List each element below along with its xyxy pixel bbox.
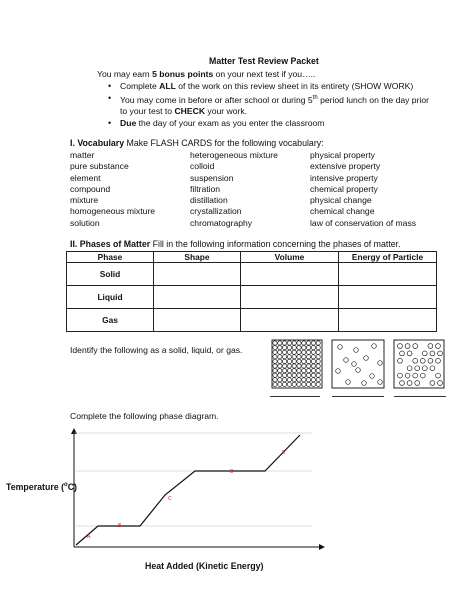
bullet-item [108, 81, 438, 92]
requirements-list [108, 81, 438, 130]
particle [292, 346, 296, 350]
vocab-row [70, 195, 460, 206]
bullet-text: your work. [205, 105, 248, 116]
particle [405, 344, 410, 349]
answer-cell[interactable] [154, 309, 241, 332]
particle [302, 346, 306, 350]
particle [287, 341, 291, 345]
bullet-bold: CHECK [174, 105, 206, 116]
particle [278, 341, 282, 345]
particle [413, 358, 418, 363]
particle [420, 358, 425, 363]
phases-heading [70, 239, 401, 249]
particle [420, 373, 425, 378]
table-header-row [67, 252, 437, 263]
answer-cell[interactable] [339, 263, 437, 286]
particle [316, 378, 320, 382]
particle [292, 378, 296, 382]
particle [278, 382, 282, 386]
particle [302, 382, 306, 386]
bullet-text: You may come in before or after school or during 5 [120, 94, 313, 105]
phase-diagram [60, 425, 330, 555]
vocab-term: extensive property [310, 161, 381, 172]
vocab-row [70, 173, 460, 184]
segment-label-d: D [230, 469, 234, 475]
particle [362, 381, 367, 386]
particle [283, 355, 287, 359]
particle [287, 378, 291, 382]
particle [292, 364, 296, 368]
particle [316, 369, 320, 373]
particle [307, 378, 311, 382]
particle [316, 373, 320, 377]
particle [422, 351, 427, 356]
particle [287, 346, 291, 350]
particle [316, 355, 320, 359]
particle [400, 351, 405, 356]
vocab-term: crystallization [190, 206, 242, 217]
particle [273, 341, 277, 345]
particle [311, 373, 315, 377]
answer-cell[interactable] [241, 286, 339, 309]
x-axis-label: Heat Added (Kinetic Energy) [145, 561, 264, 571]
vocab-term: chromatography [190, 217, 253, 228]
vocab-row [70, 184, 460, 195]
particle [307, 369, 311, 373]
particle [311, 355, 315, 359]
particle [405, 373, 410, 378]
particle [311, 378, 315, 382]
particle [372, 344, 377, 349]
particle [287, 364, 291, 368]
particle [354, 348, 359, 353]
answer-cell[interactable] [154, 263, 241, 286]
particle [364, 356, 369, 361]
particle [283, 364, 287, 368]
vocab-row [70, 206, 460, 217]
particle [302, 378, 306, 382]
vocab-heading-rest: Make FLASH CARDS for the following vocabulary: [124, 138, 324, 148]
heating-curve [76, 435, 300, 545]
particle [370, 374, 375, 379]
particle [307, 359, 311, 363]
particle [273, 359, 277, 363]
particle [297, 350, 301, 354]
particle [278, 359, 282, 363]
vocab-term: matter [70, 150, 95, 160]
vocab-term: chemical change [310, 206, 375, 217]
answer-line[interactable] [394, 396, 446, 397]
particle [436, 358, 441, 363]
particle [311, 350, 315, 354]
table-row [67, 263, 437, 286]
particle [438, 381, 443, 386]
vocab-term: filtration [190, 183, 221, 194]
bullet-text: period lunch on the day prior to your test to [120, 94, 429, 116]
bullet-icon: • [108, 81, 112, 91]
vocab-term: intensive property [310, 172, 378, 183]
particle [273, 373, 277, 377]
vocab-term: mixture [70, 195, 99, 206]
particle [428, 358, 433, 363]
phase-cell: Solid [67, 263, 154, 286]
particle [307, 350, 311, 354]
particle [430, 366, 435, 371]
particle [283, 382, 287, 386]
particle [297, 346, 301, 350]
particle [287, 355, 291, 359]
particle [297, 378, 301, 382]
particle [287, 373, 291, 377]
particle [278, 350, 282, 354]
phases-table [66, 251, 437, 332]
particle [398, 373, 403, 378]
particle [292, 369, 296, 373]
particle [287, 359, 291, 363]
column-header: Shape [154, 252, 241, 263]
bullet-sup: th [312, 95, 318, 101]
particle [302, 355, 306, 359]
segment-label-c: C [168, 496, 172, 502]
column-header: Energy of Particle [339, 252, 437, 263]
particle [407, 381, 412, 386]
particle [302, 364, 306, 368]
particle [297, 364, 301, 368]
particle [297, 355, 301, 359]
answer-cell[interactable] [154, 286, 241, 309]
diagram-prompt: Complete the following phase diagram. [70, 411, 219, 421]
particle [413, 344, 418, 349]
vocab-term: element [70, 172, 101, 183]
answer-cell[interactable] [241, 263, 339, 286]
vocab-list [70, 150, 460, 229]
bullet-bold: ALL [159, 81, 176, 91]
particle [307, 373, 311, 377]
particle [292, 341, 296, 345]
particle [356, 368, 361, 373]
particle [378, 361, 383, 366]
particle [316, 364, 320, 368]
particle [346, 380, 351, 385]
particle [428, 344, 433, 349]
answer-cell[interactable] [241, 309, 339, 332]
particle [398, 358, 403, 363]
vocab-term: physical property [310, 150, 375, 160]
particle [273, 369, 277, 373]
particle [278, 369, 282, 373]
intro-pre: You may earn [97, 69, 153, 79]
answer-line[interactable] [332, 396, 384, 397]
vocab-term: colloid [190, 161, 215, 172]
phases-heading-rest: Fill in the following information concerning the phases of matter. [150, 239, 401, 249]
particle [283, 378, 287, 382]
particle-diagrams [270, 338, 470, 400]
particle [311, 382, 315, 386]
particle [292, 359, 296, 363]
particle [297, 369, 301, 373]
y-label-post: C) [67, 482, 77, 492]
bullet-icon: • [108, 117, 112, 128]
vocab-term: law of conservation of mass [310, 217, 417, 228]
particle [297, 341, 301, 345]
particle [287, 382, 291, 386]
particle [273, 350, 277, 354]
particle [307, 341, 311, 345]
particle [283, 350, 287, 354]
particle [297, 359, 301, 363]
particle [287, 369, 291, 373]
bullet-bold: Due [120, 117, 137, 128]
answer-cell[interactable] [339, 309, 437, 332]
particle [292, 350, 296, 354]
particle [302, 373, 306, 377]
bullet-text: Complete [120, 81, 160, 91]
vocab-term: chemical property [310, 183, 378, 194]
particle [430, 381, 435, 386]
particle [407, 351, 412, 356]
y-label-sup: o [64, 482, 68, 489]
particle [302, 350, 306, 354]
particle [307, 355, 311, 359]
particle [344, 358, 349, 363]
vocab-row [70, 218, 460, 229]
particle [336, 369, 341, 374]
particle [273, 378, 277, 382]
particle [278, 373, 282, 377]
particle [430, 351, 435, 356]
vocab-heading [70, 138, 324, 148]
particle [438, 351, 443, 356]
column-header: Phase [67, 252, 154, 263]
particle [316, 350, 320, 354]
particle [273, 364, 277, 368]
particle [297, 382, 301, 386]
particle [297, 373, 301, 377]
identify-prompt: Identify the following as a solid, liquid, or gas. [70, 345, 243, 355]
particle [302, 341, 306, 345]
phases-heading-bold: II. Phases of Matter [70, 239, 151, 249]
particle [302, 369, 306, 373]
particle [278, 355, 282, 359]
bullet-text: of the work on this review sheet in its entirety (SHOW WORK) [175, 81, 414, 91]
particle [273, 355, 277, 359]
vocab-term: solution [70, 217, 100, 228]
particle [283, 373, 287, 377]
particle [378, 380, 383, 385]
particle [436, 344, 441, 349]
particle [316, 359, 320, 363]
page-title: Matter Test Review Packet [209, 56, 319, 66]
particle [283, 346, 287, 350]
particle [338, 345, 343, 350]
bullet-item [108, 93, 438, 117]
particle [436, 373, 441, 378]
phase-cell: Gas [67, 309, 154, 332]
particle [283, 369, 287, 373]
vocab-row [70, 161, 460, 172]
column-header: Volume [241, 252, 339, 263]
answer-line[interactable] [270, 396, 320, 397]
vocab-term: distillation [190, 195, 228, 206]
segment-label-b: B [118, 523, 122, 529]
particle [311, 341, 315, 345]
particle [407, 366, 412, 371]
particle [316, 346, 320, 350]
particle [283, 341, 287, 345]
intro-line [97, 69, 315, 79]
vocab-term: physical change [310, 195, 372, 206]
particle [292, 373, 296, 377]
vocab-heading-bold: I. Vocabulary [70, 138, 125, 148]
particle [278, 346, 282, 350]
particle [287, 350, 291, 354]
bullet-text: the day of your exam as you enter the classroom [136, 117, 325, 128]
particle [311, 346, 315, 350]
particle [316, 382, 320, 386]
vocab-term: suspension [190, 172, 234, 183]
intro-post: on your next test if you….. [213, 69, 316, 79]
particle [422, 366, 427, 371]
intro-bold: 5 bonus points [152, 69, 214, 79]
vocab-term: pure substance [70, 161, 129, 172]
particle [352, 362, 357, 367]
particle [292, 382, 296, 386]
particle [311, 364, 315, 368]
particle [273, 346, 277, 350]
vocab-term: compound [70, 183, 111, 194]
particle [283, 359, 287, 363]
answer-cell[interactable] [339, 286, 437, 309]
particle [307, 346, 311, 350]
particle [278, 378, 282, 382]
particle [415, 366, 420, 371]
particle [398, 344, 403, 349]
y-label-pre: Temperature ( [6, 482, 65, 492]
particle [278, 364, 282, 368]
table-row [67, 309, 437, 332]
segment-label-a: A [87, 534, 91, 540]
table-row [67, 286, 437, 309]
particle [415, 381, 420, 386]
particle [311, 359, 315, 363]
particle [311, 369, 315, 373]
particle [273, 382, 277, 386]
particle [292, 355, 296, 359]
particle [400, 381, 405, 386]
particle [307, 364, 311, 368]
bullet-item [108, 118, 438, 129]
vocab-term: heterogeneous mixture [190, 150, 278, 160]
segment-label-e: E [282, 450, 286, 456]
particle [413, 373, 418, 378]
bullet-icon: • [108, 93, 112, 103]
phase-cell: Liquid [67, 286, 154, 309]
vocab-row [70, 150, 460, 161]
particle [302, 359, 306, 363]
particle [307, 382, 311, 386]
particle [316, 341, 320, 345]
vocab-term: homogeneous mixture [70, 206, 156, 217]
